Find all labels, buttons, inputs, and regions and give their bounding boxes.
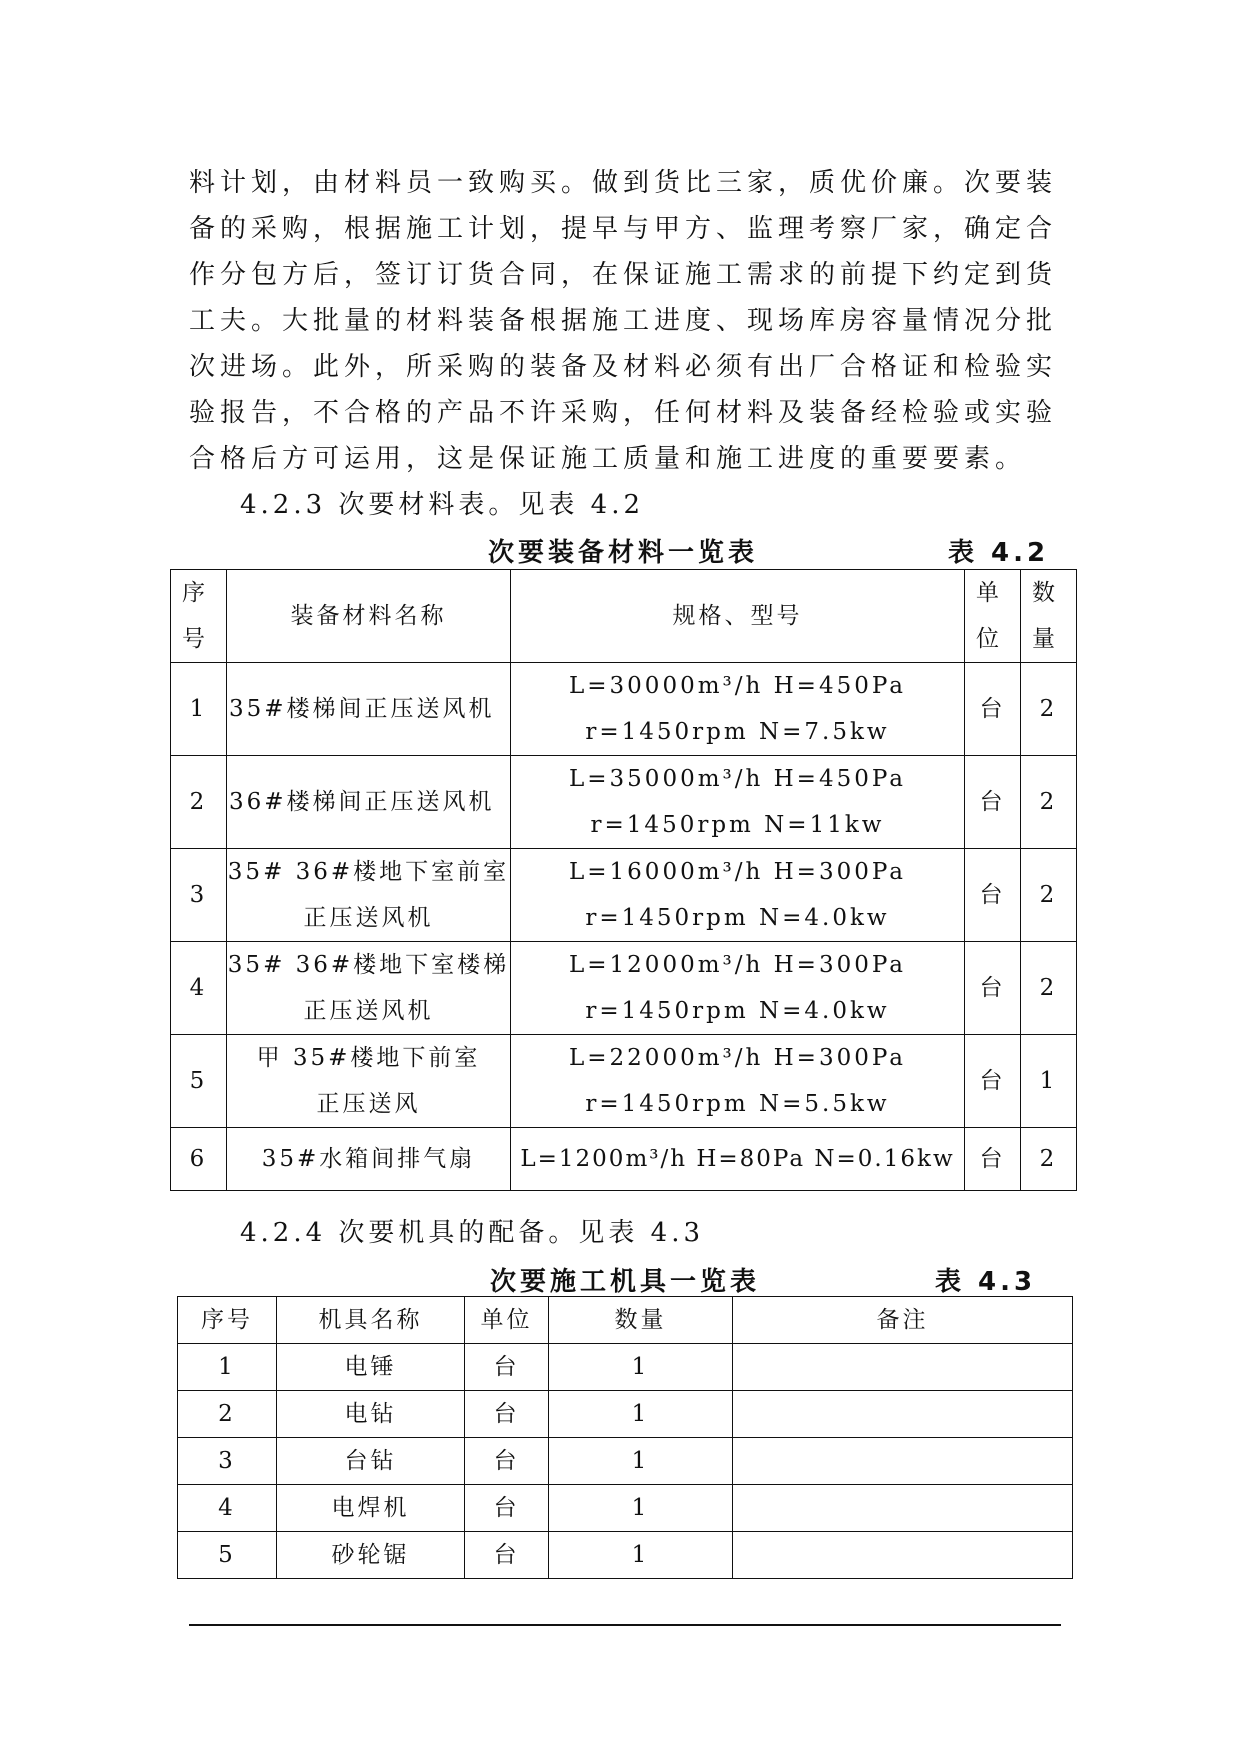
tool-name: 电钻 xyxy=(277,1391,465,1438)
header-cell: 机具名称 xyxy=(277,1297,465,1344)
tool-name: 电焊机 xyxy=(277,1485,465,1532)
unit-cell: 台 xyxy=(465,1391,549,1438)
header-cell: 数量 xyxy=(549,1297,733,1344)
unit-cell: 台 xyxy=(965,663,1021,756)
paragraph-line: 工夫。大批量的材料装备根据施工进度、现场库房容量情况分批 xyxy=(189,306,1058,336)
table-row xyxy=(178,1485,1073,1532)
header-cell: 单位 xyxy=(465,1297,549,1344)
spec-line: L=12000m³/h H=300Pa xyxy=(569,952,906,978)
spec-cell xyxy=(511,756,965,849)
section-heading-4-2-4: 4.2.4 次要机具的配备。见表 4.3 xyxy=(240,1218,705,1248)
row-number: 5 xyxy=(178,1532,277,1579)
table-row xyxy=(178,1532,1073,1579)
spec-cell xyxy=(511,849,965,942)
body-paragraph xyxy=(189,160,1061,482)
table-row xyxy=(178,1391,1073,1438)
spec-line: L=16000m³/h H=300Pa xyxy=(569,859,906,885)
table-header-row xyxy=(171,570,1077,663)
table1-label: 表 4.2 xyxy=(948,538,1050,568)
equipment-name: 35#水箱间排气扇 xyxy=(227,1128,511,1191)
name-line: 35# 36#楼地下室楼梯 xyxy=(227,952,510,978)
tool-name: 电锤 xyxy=(277,1344,465,1391)
table1-caption: 次要装备材料一览表 xyxy=(488,538,759,568)
note-cell xyxy=(733,1532,1073,1579)
row-number: 3 xyxy=(171,849,227,942)
header-cell: 序号 xyxy=(178,1297,277,1344)
row-number: 2 xyxy=(178,1391,277,1438)
footer-divider xyxy=(189,1624,1061,1626)
spec-line: L=35000m³/h H=450Pa xyxy=(569,766,906,792)
header-cell: 备注 xyxy=(733,1297,1073,1344)
header-cell: 单位 xyxy=(965,570,1021,663)
header-cell: 规格、型号 xyxy=(511,570,965,663)
spec-line: r=1450rpm N=4.0kw xyxy=(585,905,890,931)
spec-line: r=1450rpm N=4.0kw xyxy=(585,998,890,1024)
spec-cell xyxy=(511,942,965,1035)
row-number: 5 xyxy=(171,1035,227,1128)
equipment-name xyxy=(227,1035,511,1128)
paragraph-line: 合格后方可运用，这是保证施工质量和施工进度的重要要素。 xyxy=(189,444,1027,474)
equipment-name xyxy=(227,942,511,1035)
quantity-cell: 2 xyxy=(1021,1128,1077,1191)
table2-caption: 次要施工机具一览表 xyxy=(490,1267,761,1297)
equipment-name xyxy=(227,849,511,942)
name-line: 正压送风 xyxy=(316,1091,421,1117)
header-cell: 装备材料名称 xyxy=(227,570,511,663)
spec-line: r=1450rpm N=5.5kw xyxy=(585,1091,890,1117)
quantity-cell: 1 xyxy=(549,1485,733,1532)
name-line: 正压送风机 xyxy=(303,998,434,1024)
quantity-cell: 1 xyxy=(1021,1035,1077,1128)
name-line: 35# 36#楼地下室前室 xyxy=(227,859,510,885)
table-row xyxy=(171,1035,1077,1128)
table-row xyxy=(171,1128,1077,1191)
unit-cell: 台 xyxy=(465,1485,549,1532)
spec-line: L=22000m³/h H=300Pa xyxy=(569,1045,906,1071)
tool-name: 台钻 xyxy=(277,1438,465,1485)
row-number: 4 xyxy=(171,942,227,1035)
header-cell: 数量 xyxy=(1021,570,1077,663)
unit-cell: 台 xyxy=(965,942,1021,1035)
paragraph-line: 次进场。此外，所采购的装备及材料必须有出厂合格证和检验实 xyxy=(189,352,1058,382)
equipment-name: 35#楼梯间正压送风机 xyxy=(227,663,511,756)
unit-cell: 台 xyxy=(965,1035,1021,1128)
unit-cell: 台 xyxy=(965,756,1021,849)
table-row xyxy=(178,1438,1073,1485)
quantity-cell: 1 xyxy=(549,1532,733,1579)
note-cell xyxy=(733,1438,1073,1485)
note-cell xyxy=(733,1344,1073,1391)
spec-line: r=1450rpm N=7.5kw xyxy=(585,719,890,745)
table-row xyxy=(171,663,1077,756)
name-line: 甲 35#楼地下前室 xyxy=(256,1045,481,1071)
paragraph-line: 验报告，不合格的产品不许采购，任何材料及装备经检验或实验 xyxy=(189,398,1058,428)
quantity-cell: 2 xyxy=(1021,663,1077,756)
spec-cell xyxy=(511,663,965,756)
quantity-cell: 1 xyxy=(549,1438,733,1485)
spec-line: r=1450rpm N=11kw xyxy=(590,812,885,838)
paragraph-line: 料计划，由材料员一致购买。做到货比三家，质优价廉。次要装 xyxy=(189,168,1058,198)
row-number: 1 xyxy=(178,1344,277,1391)
row-number: 1 xyxy=(171,663,227,756)
quantity-cell: 1 xyxy=(549,1391,733,1438)
paragraph-line: 备的采购，根据施工计划，提早与甲方、监理考察厂家，确定合 xyxy=(189,214,1058,244)
unit-cell: 台 xyxy=(465,1532,549,1579)
note-cell xyxy=(733,1391,1073,1438)
table2-label: 表 4.3 xyxy=(935,1267,1037,1297)
paragraph-line: 作分包方后，签订订货合同，在保证施工需求的前提下约定到货 xyxy=(189,260,1058,290)
quantity-cell: 1 xyxy=(549,1344,733,1391)
name-line: 正压送风机 xyxy=(303,905,434,931)
unit-cell: 台 xyxy=(465,1438,549,1485)
header-cell: 序号 xyxy=(171,570,227,663)
quantity-cell: 2 xyxy=(1021,942,1077,1035)
unit-cell: 台 xyxy=(965,1128,1021,1191)
tools-table xyxy=(177,1296,1073,1579)
quantity-cell: 2 xyxy=(1021,756,1077,849)
note-cell xyxy=(733,1485,1073,1532)
row-number: 3 xyxy=(178,1438,277,1485)
row-number: 4 xyxy=(178,1485,277,1532)
table-row xyxy=(178,1344,1073,1391)
spec-line: L=30000m³/h H=450Pa xyxy=(569,673,906,699)
spec-cell: L=1200m³/h H=80Pa N=0.16kw xyxy=(511,1128,965,1191)
table-header-row xyxy=(178,1297,1073,1344)
table-row xyxy=(171,756,1077,849)
unit-cell: 台 xyxy=(965,849,1021,942)
spec-cell xyxy=(511,1035,965,1128)
unit-cell: 台 xyxy=(465,1344,549,1391)
equipment-materials-table xyxy=(170,569,1077,1191)
quantity-cell: 2 xyxy=(1021,849,1077,942)
table-row xyxy=(171,942,1077,1035)
equipment-name: 36#楼梯间正压送风机 xyxy=(227,756,511,849)
row-number: 6 xyxy=(171,1128,227,1191)
section-heading-4-2-3: 4.2.3 次要材料表。见表 4.2 xyxy=(240,490,645,520)
row-number: 2 xyxy=(171,756,227,849)
tool-name: 砂轮锯 xyxy=(277,1532,465,1579)
table-row xyxy=(171,849,1077,942)
